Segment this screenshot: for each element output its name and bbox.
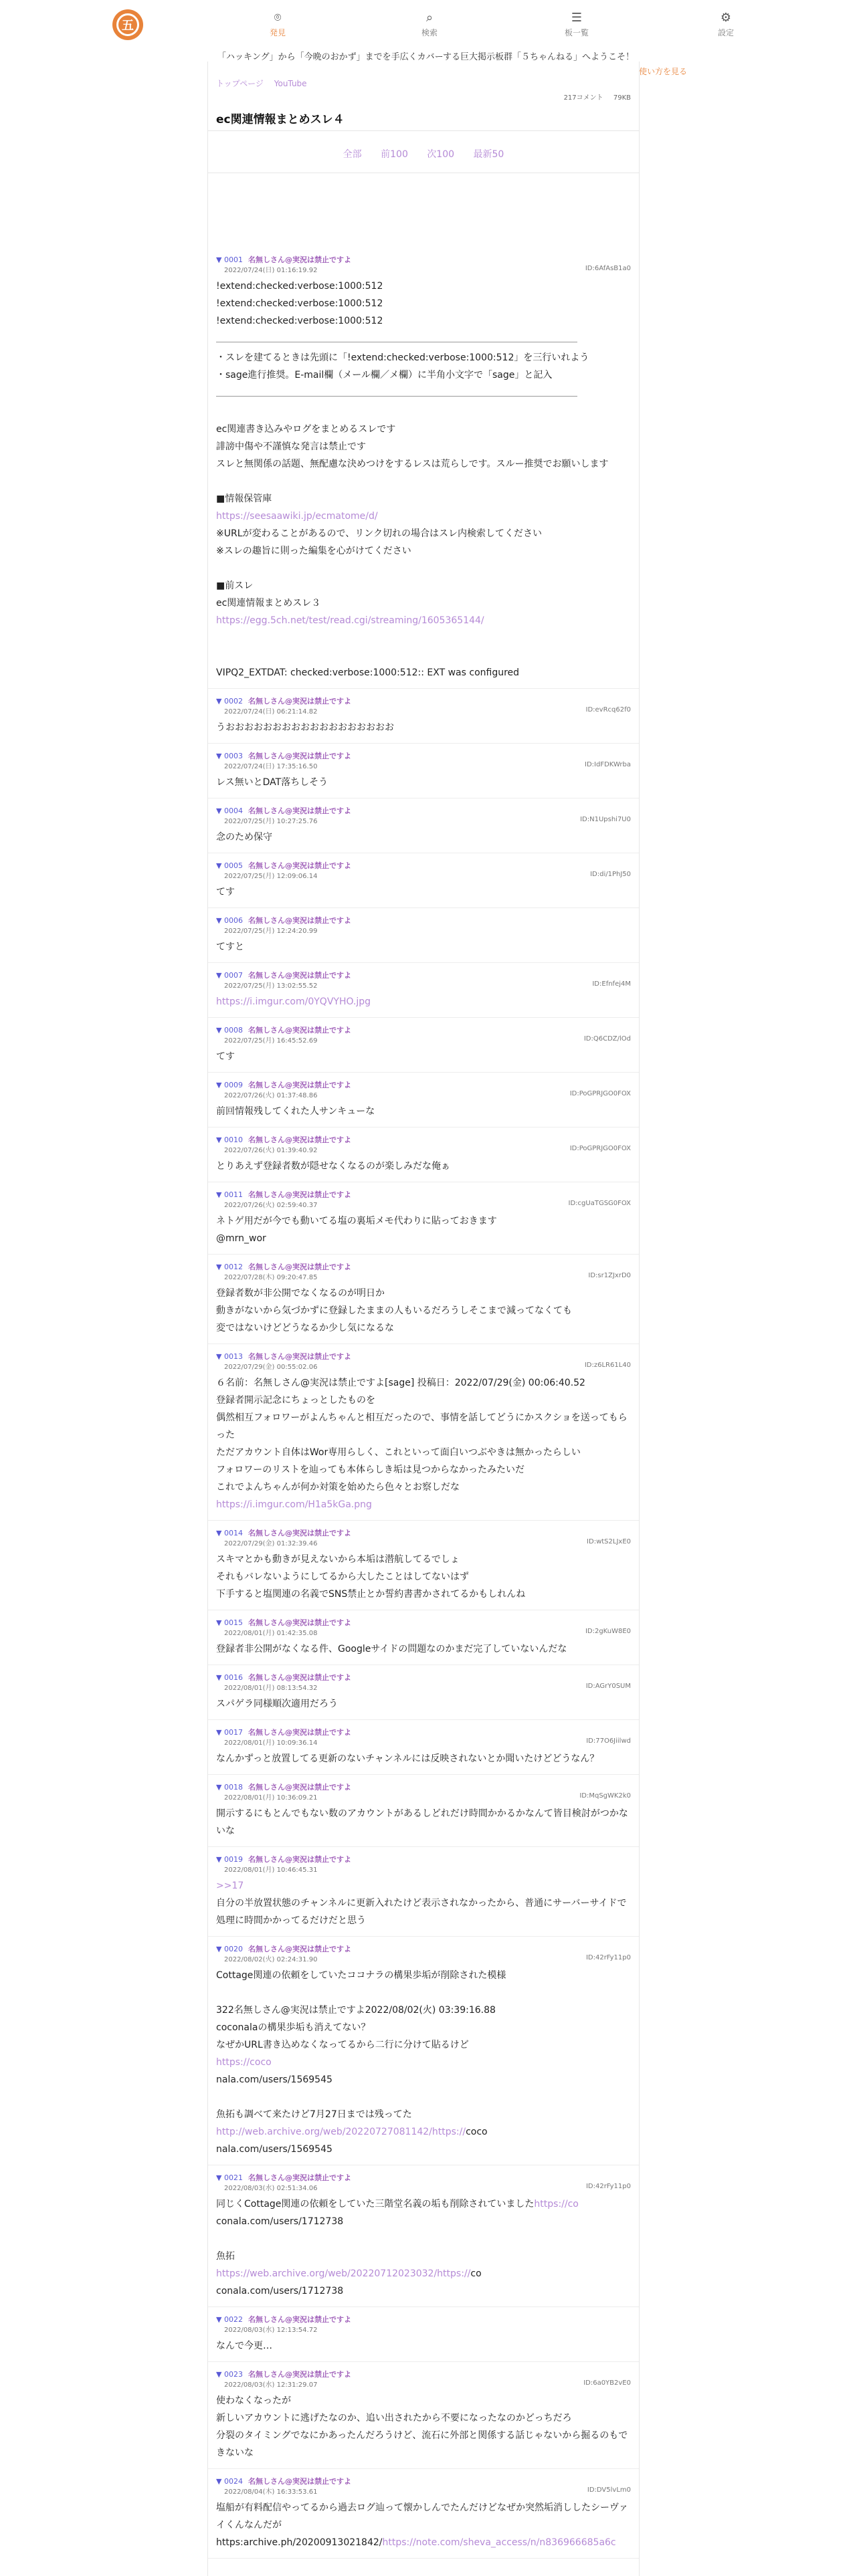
- poster-id[interactable]: ID:AGrY0SUM: [585, 1683, 631, 1690]
- post-text: なんで今更…: [216, 2341, 272, 2351]
- post-number[interactable]: ▼ 0018: [216, 1783, 243, 1792]
- post-line: !extend:checked:verbose:1000:512: [216, 281, 383, 292]
- post-header: [216, 1854, 631, 1864]
- nav-board-list-label: 板一覧: [564, 28, 589, 37]
- spacer: [216, 647, 631, 664]
- post-header: [216, 2314, 631, 2324]
- comment-count: 217コメント: [563, 94, 603, 102]
- post-number[interactable]: ▼ 0012: [216, 1263, 243, 1271]
- post-number[interactable]: ▼ 0001: [216, 255, 243, 264]
- post-header: [216, 915, 631, 925]
- post-meta: [216, 860, 631, 879]
- archive-note: ※スレの趣旨に則った編集を心がけてください: [216, 546, 411, 556]
- post-date: 2022/08/03(水) 12:31:29.07: [224, 2381, 318, 2389]
- post-text: 念のため保守: [216, 832, 272, 843]
- post-header: [216, 1079, 631, 1089]
- poster-id[interactable]: ID:N1Upshi7U0: [580, 816, 631, 823]
- reply-anchor[interactable]: >>17: [216, 1881, 244, 1891]
- poster-name: 名無しさん@実況は禁止ですよ: [248, 697, 351, 706]
- post-meta: [216, 2369, 631, 2388]
- post: [208, 798, 639, 853]
- post-header: [216, 1672, 631, 1682]
- search-icon: ⌕: [425, 11, 434, 25]
- poster-name: 名無しさん@実況は禁止ですよ: [248, 1618, 351, 1627]
- breadcrumb-board[interactable]: YouTube: [274, 79, 307, 88]
- post-body: [216, 883, 631, 901]
- post-date: 2022/08/03(水) 12:13:54.72: [224, 2327, 318, 2334]
- poster-name: 名無しさん@実況は禁止ですよ: [248, 752, 351, 760]
- post-number[interactable]: ▼ 0004: [216, 807, 243, 815]
- post-header: [216, 254, 631, 264]
- post: [208, 1182, 639, 1255]
- post-body: [216, 1750, 631, 1767]
- post-body: [216, 1048, 631, 1065]
- post-meta: [216, 1025, 631, 1044]
- poster-id[interactable]: ID:di/1PhJ50: [590, 871, 631, 878]
- nav-settings-label: 設定: [717, 28, 734, 37]
- post-text: 前回情報残してくれた人サンキューな: [216, 1106, 375, 1117]
- post-text: とりあえず登録者数が隠せなくなるのが楽しみだな俺ぁ: [216, 1161, 450, 1172]
- post-date: 2022/08/01(月) 10:46:45.31: [224, 1866, 318, 1874]
- post-number[interactable]: ▼ 0003: [216, 752, 243, 760]
- post-body: [216, 1374, 631, 1513]
- post-body: [216, 1285, 631, 1337]
- post-date: 2022/07/25(月) 12:09:06.14: [224, 873, 318, 880]
- post-number[interactable]: ▼ 0023: [216, 2370, 243, 2379]
- post-text: レス無いとDAT落ちしそう: [216, 777, 328, 788]
- post-header: [216, 2369, 631, 2379]
- post-date: 2022/07/29(金) 00:55:02.06: [224, 1364, 318, 1371]
- thread-column: [207, 62, 640, 2576]
- nav-discover-label: 発見: [269, 28, 286, 37]
- post-header: [216, 1189, 631, 1199]
- pager-prev-100[interactable]: 前100: [381, 149, 408, 160]
- post-body: [216, 829, 631, 846]
- post-text: 開示するにもとんでもない数のアカウントがあるしどれだけ時間かかるかなんて皆目検討がつかないな: [216, 1808, 628, 1836]
- post-date: 2022/08/04(木) 16:33:53.61: [224, 2488, 318, 2496]
- post-date: 2022/08/03(水) 02:51:34.06: [224, 2185, 318, 2192]
- post-body: [216, 774, 631, 791]
- post: [208, 247, 639, 689]
- post-body: [216, 1212, 631, 1247]
- post-meta: [216, 1617, 631, 1636]
- logo-glyph: 五: [116, 13, 139, 36]
- thread-meta: [556, 92, 631, 102]
- post-number[interactable]: ▼ 0017: [216, 1728, 243, 1737]
- post-body: [216, 1640, 631, 1658]
- post-link[interactable]: https://coco: [216, 2057, 272, 2068]
- post-date: 2022/07/26(火) 01:37:48.86: [224, 1092, 318, 1099]
- post-link[interactable]: https://i.imgur.com/H1a5kGa.png: [216, 1499, 372, 1510]
- post-date: 2022/07/28(木) 09:20:47.85: [224, 1274, 318, 1281]
- post: [208, 1073, 639, 1128]
- nav-search[interactable]: [403, 11, 456, 38]
- list-icon: ☰: [571, 11, 583, 25]
- poster-name: 名無しさん@実況は禁止ですよ: [248, 1136, 351, 1144]
- intro-line: ec関連書き込みやログをまとめるスレです: [216, 424, 396, 435]
- post: [208, 1344, 639, 1521]
- post-text: スパゲラ同様順次適用だろう: [216, 1699, 338, 1709]
- post-meta: [216, 915, 631, 934]
- intro-line: 誹謗中傷や不謹慎な発言は禁止です: [216, 441, 366, 452]
- poster-id[interactable]: ID:42rFy11p0: [585, 1954, 631, 1961]
- site-logo[interactable]: [112, 9, 143, 40]
- post-number[interactable]: ▼ 0020: [216, 1945, 243, 1953]
- pager-all[interactable]: 全部: [343, 149, 362, 160]
- post-body: [216, 719, 631, 736]
- poster-name: 名無しさん@実況は禁止ですよ: [248, 971, 351, 980]
- post: [208, 1128, 639, 1182]
- poster-id[interactable]: ID:Q6CDZ/lOd: [583, 1035, 631, 1043]
- thread-size: 79KB: [613, 94, 631, 102]
- post-date: 2022/07/25(月) 10:27:25.76: [224, 818, 318, 825]
- post: [208, 908, 639, 963]
- post-meta: [216, 2476, 631, 2495]
- post-header: [216, 1617, 631, 1627]
- poster-name: 名無しさん@実況は禁止ですよ: [248, 1529, 351, 1537]
- post-date: 2022/07/24(日) 01:16:19.92: [224, 267, 318, 274]
- post-text: https:archive.ph/20200913021842/: [216, 2537, 383, 2548]
- spacer: [216, 473, 631, 490]
- post-meta: [216, 2172, 631, 2191]
- spacer: [216, 403, 631, 421]
- post-date: 2022/07/26(火) 01:39:40.92: [224, 1147, 318, 1154]
- gear-icon: ⚙: [720, 11, 732, 25]
- poster-id[interactable]: ID:IdFDKWrba: [585, 761, 631, 768]
- post-meta: [216, 1782, 631, 1801]
- post-text: 使わなくなったが 新しいアカウントに逃げたなのか、追い出されたから不要になったなのかどっちだろ 分裂のタイミングでなにかあったんだろうけど、流石に外部と関係する話じゃないから掘るのもできないな: [216, 2395, 628, 2458]
- post-number[interactable]: ▼ 0010: [216, 1136, 243, 1144]
- post-body: [216, 938, 631, 956]
- post-meta: [216, 695, 631, 715]
- post-header: [216, 860, 631, 870]
- post: [208, 1610, 639, 1665]
- post: [208, 1937, 639, 2165]
- post: [208, 2362, 639, 2469]
- post: [208, 2307, 639, 2362]
- post-date: 2022/07/24(日) 06:21:14.82: [224, 708, 318, 716]
- breadcrumb-top[interactable]: トップページ: [216, 79, 264, 88]
- nav-search-label: 検索: [421, 28, 438, 37]
- post-header: [216, 1943, 631, 1953]
- post-header: [216, 1351, 631, 1361]
- prev-thread-title: ec関連情報まとめスレ３: [216, 598, 321, 609]
- post-number[interactable]: ▼ 0007: [216, 971, 243, 980]
- poster-name: 名無しさん@実況は禁止ですよ: [248, 2477, 351, 2486]
- post-body: [216, 1551, 631, 1603]
- post-number[interactable]: ▼ 0006: [216, 916, 243, 925]
- post-meta: [216, 1134, 631, 1154]
- post-text: nala.com/users/1569545: [216, 2144, 332, 2155]
- poster-name: 名無しさん@実況は禁止ですよ: [248, 255, 351, 264]
- post-number[interactable]: ▼ 0011: [216, 1190, 243, 1199]
- poster-id[interactable]: ID:Efnfej4M: [592, 980, 631, 988]
- post-number[interactable]: ▼ 0008: [216, 1026, 243, 1035]
- post-body: [216, 2195, 631, 2300]
- prev-thread-heading: ■前スレ: [216, 580, 254, 591]
- post-meta: [216, 1727, 631, 1746]
- post-number[interactable]: ▼ 0002: [216, 697, 243, 706]
- poster-name: 名無しさん@実況は禁止ですよ: [248, 2370, 351, 2379]
- post-body: [216, 2337, 631, 2355]
- post-link[interactable]: http://web.archive.org/web/20220727081142/https://: [216, 2127, 466, 2137]
- post-text: てすと: [216, 942, 244, 952]
- post-date: 2022/08/01(月) 10:09:36.14: [224, 1739, 318, 1747]
- post-body: [216, 1967, 631, 2158]
- top-nav: [0, 0, 859, 45]
- post-body: [216, 1805, 631, 1840]
- post-header: [216, 2172, 631, 2182]
- archive-heading: ■情報保管庫: [216, 494, 272, 504]
- poster-id[interactable]: ID:6a0YB2vE0: [583, 2379, 631, 2387]
- post-header: [216, 1261, 631, 1271]
- post: [208, 744, 639, 798]
- post: [208, 1521, 639, 1610]
- post-date: 2022/08/02(火) 02:24:31.90: [224, 1956, 318, 1963]
- pager-next-100[interactable]: 次100: [427, 149, 455, 160]
- post: [208, 689, 639, 744]
- poster-id[interactable]: ID:DV5lvLm0: [587, 2486, 631, 2494]
- poster-id[interactable]: ID:PoGPRJGO0FOX: [569, 1090, 631, 1097]
- poster-name: 名無しさん@実況は禁止ですよ: [248, 1783, 351, 1792]
- post-text: なんかずっと放置してる更新のないチャンネルには反映されないとか聞いたけどどうなん？: [216, 1753, 599, 1764]
- post-body: [216, 1103, 631, 1120]
- post-text: うおおおおおおおおおおおおおおおおおお: [216, 722, 394, 733]
- poster-name: 名無しさん@実況は禁止ですよ: [248, 1945, 351, 1953]
- post-text: ネトゲ用だが今でも動いてる塩の裏垢メモ代わりに貼っておきます @mrn_wor: [216, 1216, 497, 1244]
- post-link[interactable]: https://web.archive.org/web/20220712023032/https://: [216, 2268, 471, 2279]
- post-text: Cottage関連の依頼をしていたココナラの構果歩垢が削除された模様 322名無しさん@実況は禁止ですよ2022/08/02(火) 03:39:16.88 coconalaの構果歩垢も消えてない？ なぜかURL書き込めなくなってるから二行に分けて貼るけど: [216, 1970, 506, 2050]
- page-title: ec関連情報まとめスレ４: [216, 113, 345, 126]
- post-text: てす: [216, 887, 235, 897]
- post-header: [216, 695, 631, 706]
- post: [208, 1720, 639, 1775]
- welcome-banner: 「ハッキング」から「今晩のおかず」までを手広くカバーする巨大掲示板群「５ちゃんねる」へようこそ！: [217, 52, 634, 62]
- post-number[interactable]: ▼ 0005: [216, 861, 243, 870]
- post-text: conala.com/users/1712738: [216, 2286, 344, 2296]
- poster-id[interactable]: ID:42rFy11p0: [585, 2183, 631, 2190]
- post-date: 2022/07/25(月) 16:45:52.69: [224, 1037, 318, 1045]
- post: [208, 1847, 639, 1937]
- breadcrumb: [216, 78, 315, 89]
- post: [208, 1665, 639, 1720]
- prev-thread-link[interactable]: https://egg.5ch.net/test/read.cgi/streaming/1605365144/: [216, 615, 484, 626]
- post-number[interactable]: ▼ 0016: [216, 1673, 243, 1682]
- post-body: [216, 1877, 631, 1929]
- poster-name: 名無しさん@実況は禁止ですよ: [248, 916, 351, 925]
- poster-id[interactable]: ID:cgUaTGSG0FOX: [568, 1200, 631, 1207]
- spacer: [216, 629, 631, 647]
- nav-board-list[interactable]: [550, 11, 603, 38]
- post-text: coco: [466, 2127, 488, 2137]
- poster-name: 名無しさん@実況は禁止ですよ: [248, 1673, 351, 1682]
- poster-id[interactable]: ID:PoGPRJGO0FOX: [569, 1145, 631, 1152]
- post: [208, 963, 639, 1018]
- post-date: 2022/08/01(月) 10:36:09.21: [224, 1794, 318, 1802]
- howto-link[interactable]: 使い方を見る: [639, 67, 688, 76]
- pager: [208, 147, 639, 160]
- post-meta: [216, 970, 631, 989]
- post-line: !extend:checked:verbose:1000:512: [216, 298, 383, 309]
- post-text: てす: [216, 1051, 235, 1062]
- post: [208, 1018, 639, 1073]
- poster-id[interactable]: ID:6AfAsB1a0: [585, 265, 631, 272]
- rule-line: ・スレを建てるときは先頭に「!extend:checked:verbose:1000:512」を三行いれよう: [216, 352, 589, 363]
- post-body: [216, 2499, 631, 2551]
- post-number[interactable]: ▼ 0019: [216, 1855, 243, 1864]
- poster-id[interactable]: ID:wtS2LJxE0: [587, 1538, 631, 1545]
- post-header: [216, 1527, 631, 1537]
- post-header: [216, 970, 631, 980]
- post: [208, 1255, 639, 1344]
- post-link[interactable]: https://co: [534, 2199, 579, 2210]
- poster-id[interactable]: ID:z6LR61L40: [584, 1362, 631, 1369]
- post-date: 2022/08/01(月) 08:13:54.32: [224, 1685, 318, 1692]
- post-number[interactable]: ▼ 0009: [216, 1081, 243, 1089]
- post-header: [216, 1782, 631, 1792]
- post: [208, 2469, 639, 2559]
- post-header: [216, 1134, 631, 1144]
- post-header: [216, 1025, 631, 1035]
- post-date: 2022/07/26(火) 02:59:40.37: [224, 1202, 318, 1209]
- poster-id[interactable]: ID:77O6Jiilwd: [586, 1737, 631, 1745]
- post-meta: [216, 1943, 631, 1963]
- post-text: 登録者非公開がなくなる件、Googleサイドの問題なのかまだ完了していないんだな: [216, 1644, 567, 1654]
- post-number[interactable]: ▼ 0024: [216, 2477, 243, 2486]
- archive-link[interactable]: https://seesaawiki.jp/ecmatome/d/: [216, 511, 378, 522]
- post-number[interactable]: ▼ 0022: [216, 2315, 243, 2324]
- post-list: [208, 247, 639, 2559]
- nav-settings[interactable]: [699, 11, 753, 38]
- poster-id[interactable]: ID:MqSgWK2k0: [579, 1792, 631, 1800]
- post-link[interactable]: https://i.imgur.com/0YQVYHO.jpg: [216, 996, 371, 1007]
- post-line: !extend:checked:verbose:1000:512: [216, 316, 383, 326]
- post-number[interactable]: ▼ 0013: [216, 1352, 243, 1361]
- post-meta: [216, 1527, 631, 1547]
- post: [208, 853, 639, 908]
- post-header: [216, 2476, 631, 2486]
- post-link[interactable]: https://note.com/sheva_access/n/n836966685a6c: [382, 2537, 616, 2548]
- post: [208, 1775, 639, 1847]
- post-body: [216, 2392, 631, 2462]
- poster-name: 名無しさん@実況は禁止ですよ: [248, 1026, 351, 1035]
- post-text: conala.com/users/1712738 魚拓: [216, 2216, 344, 2262]
- post-text: 登録者数が非公開でなくなるのが明日か 動きがないから気づかずに登録したままの人もいるだろうしそこまで減ってなくても 変ではないけどどうなるか少し気になるな: [216, 1288, 572, 1333]
- poster-name: 名無しさん@実況は禁止ですよ: [248, 1728, 351, 1737]
- post-meta: [216, 1854, 631, 1873]
- post-header: [216, 805, 631, 815]
- post-meta: [216, 750, 631, 770]
- divider: [208, 130, 639, 131]
- post-meta: [216, 1351, 631, 1370]
- post-meta: [216, 805, 631, 825]
- intro-line: スレと無関係の話題、無配慮な決めつけをするレスは荒らしです。スルー推奨でお願いします: [216, 459, 609, 469]
- post-meta: [216, 1189, 631, 1208]
- post-text: 同じくCottage関連の依頼をしていた三階堂名義の垢も削除されていました: [216, 2199, 535, 2210]
- post-header: [216, 1727, 631, 1737]
- pager-latest-50[interactable]: 最新50: [473, 149, 504, 160]
- post-header: [216, 750, 631, 760]
- post: [208, 2165, 639, 2307]
- rule-line: ・sage進行推奨。E-mail欄（メール欄／メ欄）に半角小文字で「sage」と記入: [216, 370, 553, 381]
- post-text: ６名前：名無しさん@実況は禁止ですよ[sage] 投稿日：2022/07/29(金) 00:06:40.52 登録者開示記念にちょっとしたものを 偶然相互フォロワーがよんちゃんと相互だったので、事情を話してどうにかスクショを送ってもらった ただアカウント自体はWor専用らしく、これといって面白いつぶやきは無かったらしい フォロワーのリストを辿っても本体らしき垢は見つからなかったみたいだ これでよんちゃんが何か対策を始めたら色々とお察しだな: [216, 1378, 628, 1493]
- divider: [216, 396, 577, 397]
- poster-name: 名無しさん@実況は禁止ですよ: [248, 861, 351, 870]
- compass-icon: ⌾: [274, 11, 282, 25]
- post-number[interactable]: ▼ 0015: [216, 1618, 243, 1627]
- post-number[interactable]: ▼ 0021: [216, 2173, 243, 2182]
- poster-id[interactable]: ID:2gKuW8E0: [585, 1628, 631, 1635]
- post-meta: [216, 254, 631, 274]
- poster-id[interactable]: ID:evRcq62f0: [585, 706, 631, 714]
- post-body: [216, 1695, 631, 1713]
- nav-discover[interactable]: [251, 11, 304, 38]
- post-meta: [216, 1672, 631, 1691]
- poster-name: 名無しさん@実況は禁止ですよ: [248, 1081, 351, 1089]
- post-meta: [216, 1079, 631, 1099]
- post-number[interactable]: ▼ 0014: [216, 1529, 243, 1537]
- post-body: [216, 1158, 631, 1175]
- post-date: 2022/07/25(月) 13:02:55.52: [224, 982, 318, 990]
- post-date: 2022/07/29(金) 01:32:39.46: [224, 1540, 318, 1547]
- poster-name: 名無しさん@実況は禁止ですよ: [248, 1190, 351, 1199]
- post-meta: [216, 1261, 631, 1281]
- poster-name: 名無しさん@実況は禁止ですよ: [248, 1855, 351, 1864]
- poster-name: 名無しさん@実況は禁止ですよ: [248, 2315, 351, 2324]
- post-date: 2022/07/25(月) 12:24:20.99: [224, 928, 318, 935]
- poster-name: 名無しさん@実況は禁止ですよ: [248, 1352, 351, 1361]
- post-date: 2022/07/24(日) 17:35:16.50: [224, 763, 318, 770]
- post-meta: [216, 2314, 631, 2333]
- poster-name: 名無しさん@実況は禁止ですよ: [248, 2173, 351, 2182]
- post-body: [216, 278, 631, 681]
- post-text: 自分の半放置状態のチャンネルに更新入れたけど表示されなかったから、普通にサーバーサイドで処理に時間かかってるだけだと思う: [216, 1898, 627, 1926]
- post-body: [216, 993, 631, 1010]
- post-date: 2022/08/01(月) 01:42:35.08: [224, 1630, 318, 1637]
- archive-note: ※URLが変わることがあるので、リンク切れの場合はスレ内検索してください: [216, 528, 542, 539]
- post-text: スキマとかも動きが見えないから本垢は潜航してるでしょ それもバレないようにしてるから大したことはしてないはず 下手すると塩関連の名義でSNS禁止とか誓約書書かされてるかもしれんね: [216, 1554, 526, 1600]
- post-text: co: [470, 2268, 482, 2279]
- spacer: [216, 560, 631, 577]
- post-text: nala.com/users/1569545 魚拓も調べて来たけど7月27日までは残ってた: [216, 2074, 412, 2120]
- poster-name: 名無しさん@実況は禁止ですよ: [248, 807, 351, 815]
- vipq2-line: VIPQ2_EXTDAT: checked:verbose:1000:512:: EXT was configured: [216, 667, 520, 678]
- poster-id[interactable]: ID:sr1ZJxrD0: [588, 1272, 631, 1279]
- poster-name: 名無しさん@実況は禁止ですよ: [248, 1263, 351, 1271]
- post-text: 塩船が有料配信やってるから過去ログ辿って懐かしんでたんだけどなぜか突然垢消ししたシーヴァイくんなんだが: [216, 2502, 628, 2531]
